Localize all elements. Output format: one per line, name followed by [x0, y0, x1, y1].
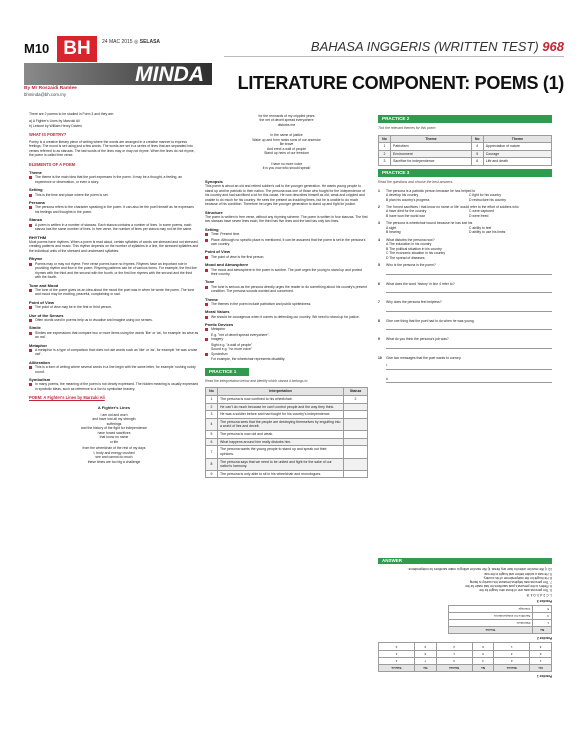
practice-1-table: No Interpretation Stanza 1 The persona is now confined to his wheelchair. 2 2 He can't do much because he can't control people and the way they think. 3 He was a soldier before and had fought for his country's independence. 4 The persona sees that the people are destroying themselves by engulfing into a world of lies and deceit. 5 The persona is now old and weak. 6 What happens around him really disturbs him. 7 The persona wants the young people to stand up and speak out their opinions. 8 The persona says that we need to be united and fight for the sake of our nation's harmony. 9 The persona is only able to sit in his wheelchair and monologues. [205, 387, 368, 478]
practice-2-instructions: Tick the relevant themes for this poem [378, 126, 436, 131]
stanza-cell[interactable] [344, 418, 368, 430]
answer-line-text: 7. The persona was helpless because his country is facing [469, 580, 552, 585]
answer-header: No [414, 664, 436, 671]
subject-title: BAHASA INGGERIS (WRITTEN TEST) 968 [310, 39, 564, 54]
question-8: 8 Give one thing that the poet had to do when he was young. [378, 319, 552, 330]
poem-stanza-1: I am old and worn and have lost all my strength sufferings and the history of the fight for independence have forced sacrifices that know no name or life [80, 412, 148, 444]
poem-stanza-3: In the name of justice Wake up and form ranks sons of our ancestor Be brave And erect a wall of people Stand up heirs of our freedom [252, 133, 321, 156]
table-row [379, 150, 552, 158]
answer-cell: 6 [472, 643, 494, 650]
table-row [448, 605, 551, 612]
answer-cell: 8 [414, 650, 436, 657]
author-email: bhminda@bh.com.my [24, 92, 66, 97]
practice-2-bar: PRACTICE 2 [378, 115, 552, 123]
answer-line-text: 10. i) We must be united to face any threat. ii) We must be willing to make sacrifices for independence. [407, 567, 552, 572]
answer-line[interactable] [386, 292, 552, 293]
answer-cell: 4 [379, 657, 415, 664]
interpretation-cell: What happens around him really disturbs him. [218, 438, 344, 446]
answer-cell: 1 [530, 657, 552, 664]
question-5: 5 Who is the persona in the poem? [378, 263, 552, 274]
intro-text: There are 2 poems to be studied in Form 3 and they are: [29, 112, 115, 116]
answer-cell: 3 [530, 643, 552, 650]
answer-cell: 4 [472, 657, 494, 664]
answer-cell: 2 [436, 643, 472, 650]
issue-date: 24 MAC 2015 ◎ SELASA [102, 39, 161, 45]
question-3: 3 The persona is wheelchair bound because he has lost his A sight C ability to feel B hearing D ability to use his limbs [378, 221, 506, 235]
row-number: 1 [206, 396, 218, 404]
answer-cell: 1 [533, 620, 552, 627]
answer-line-text: 5. The persona was one of those who fought for the [479, 588, 552, 593]
interpretation-cell: The persona says that we need to be united and fight for the sake of our nation's harmony. [218, 458, 344, 470]
answer-line[interactable] [386, 348, 552, 349]
stanza-cell[interactable]: 2 [344, 396, 368, 404]
poem-stanza-2-cont: for the remnants of my crippled years the net of deceit spread everywhere disturbs me [258, 114, 315, 127]
stanza-cell[interactable] [344, 411, 368, 419]
interpretation-cell: The persona is now old and weak. [218, 431, 344, 439]
answer-line[interactable] [386, 311, 552, 312]
table-row [379, 650, 552, 657]
theme-cell: Sacrifice for independence [391, 158, 472, 166]
table-row [448, 613, 551, 620]
section-name: MINDA [135, 63, 204, 86]
interpretation-cell: He was a soldier before and had fought for his country's independence. [218, 411, 344, 419]
row-number: 6 [471, 158, 483, 166]
table-row [379, 643, 552, 650]
page-header [24, 36, 564, 100]
answer-line-text: 1. C 2. A 3. D 4. B [526, 592, 552, 597]
answer-cell: Sacrifice for independence [448, 613, 533, 620]
answer-cell: 4 [379, 650, 415, 657]
header-rule [224, 56, 564, 57]
poem-title: A Fighter's Lines [97, 404, 131, 410]
answer-body: Practice 1 No Stanza No Stanza No Stanza 1 2 4 3 7 4 2 3 5 1 8 4 3 1 6 2 9 2 Practice 2 No Theme 1 Patriotism 3 Sacrifice for independence 5 Courage Practice 3 1. C 2. A 3. D 4. B 5. The persona was one of those who fought for the 6. Refers to the persona's past sacrifices he had made for the 7. The persona was helpless because his country is facing 8. He fought for the independence of his country. 9. He was a soldier before and fought in the war. 10. i) We must be united to face any threat. ii) We must be willing to make sacrifices for independence. [378, 566, 552, 680]
row-number: 2 [206, 403, 218, 411]
question-9: 9 What do you think the persona's job was? [378, 337, 552, 348]
answer-practice-2-table: No Theme 1 Patriotism 3 Sacrifice for independence 5 Courage [448, 605, 552, 634]
answer-cell: 2 [530, 650, 552, 657]
stanza-cell[interactable] [344, 431, 368, 439]
row-number: 2 [379, 150, 391, 158]
answer-header: No [530, 664, 552, 671]
heading-what-is-poetry: WHAT IS POETRY? [29, 132, 67, 138]
row-number: 1 [379, 143, 391, 151]
question-10: 10 Give two messages that the poet wants to convey. i. ii. [378, 356, 552, 383]
row-number: 4 [206, 418, 218, 430]
answer-cell: 1 [494, 643, 530, 650]
interpretation-cell: The persona wants the young people to stand up and speak out their opinions. [218, 446, 344, 458]
page-code: M10 [24, 41, 50, 56]
answer-header: Stanza [436, 664, 472, 671]
row-number: 6 [206, 438, 218, 446]
poem-stanza-4: I have no more voice It is you now who should speak! [262, 161, 311, 171]
answer-cell: 1 [436, 650, 472, 657]
question-2: 2 The 'forced sacrifices / that know no name or life' would refer to the effort of soldiers who A have died for the country C were captured B have won the world war D were freed [378, 204, 519, 218]
theme-cell: Environment [391, 150, 472, 158]
row-number: 3 [206, 411, 218, 419]
practice-1-bar: PRACTICE 1 [205, 368, 249, 376]
question-4: 4 What disturbs the persona now? A The education in his country B The political situation in his country C The economic situation in his country D The spread of diseases [378, 237, 446, 260]
stanza-cell[interactable] [344, 470, 368, 478]
answer-line[interactable] [386, 274, 552, 275]
answer-line-text: 9. He was a soldier before and fought in the war. [483, 571, 552, 576]
question-7: 7 Why does the persona feel helpless? [378, 300, 552, 311]
question-6: 6 What does the word 'history' in line 4 refer to? [378, 282, 552, 293]
table-row [379, 143, 552, 151]
table-row [206, 458, 368, 470]
author-byline: By Mr Roszaidi Ramlee [24, 86, 77, 91]
table-row [448, 620, 551, 627]
table-row [379, 657, 552, 664]
answer-cell: Patriotism [448, 620, 533, 627]
theme-cell: Courage [483, 150, 551, 158]
theme-cell: Appreciation of nature [483, 143, 551, 151]
answer-header: Stanza [494, 664, 530, 671]
answer-box [378, 558, 552, 680]
answer-cell: 3 [494, 650, 530, 657]
section-banner [24, 63, 212, 85]
column-2: for the remnants of my crippled years the net of deceit spread everywhere disturbs me In the name of justice Wake up and form ranks sons of our ancestor Be brave And erect a wall of people Stand up heirs of our freedom I have no more voice It is you now who should speak! Synopsis This poem is about an old and retired soldier's call to the younger generation. He wants young people to stand up and be patriotic to their nation. The persona was one of those who fought for the independence of his country and had sacrificed a lot for this cause. He now describes himself as old, weak and crippled and unable to do much for his country. He sees the present as troubling times, but he is unable to do much because of his condition. Therefore he urges the younger generation to stand up and fight for justice. Structure The poem is written in free verse, without any rhyming scheme. The poem is written in four stanzas. The first two stanzas have seven lines each, the third has five lines and the last has only two lines. Setting Time: Present time Place: Although no specific place is mentioned, it can be assumed that the poem is set in the persona's own country. Point of View The point of view is the first person. Mood and Atmosphere The mood and atmosphere in the poem is sombre. The poet urges the young to stand up and protect their country. Tone The tone is serious as the persona directly urges the reader to do something about his country's present condition. The persona sounds worried and concerned. Theme The themes in the poem include patriotism and public spiritedness. Moral Values We should be courageous when it comes to defending our country. We need to stand up for justice. Poetic Devices Metaphor E.g. "net of deceit spread everywhere". Imagery Sight e.g. "a wall of people" Sound e.g. "no more voice" Symbolism For example, the wheelchair represents disability. PRACTICE 1 Read the interpretation below and identify which stanza it belongs to. No Interpretation Stanza 1 The persona is now confined to his wheelchair. 2 2 He can't do much because he can't control people and the way they think. 3 He was a soldier before and had fought for his country's independence. 4 The persona sees that the people are destroying themselves by engulfing into a world of lies and deceit. 5 The persona is now old and weak. 6 What happens around him really disturbs him. 7 The persona wants the young people to stand up and speak out their opinions. 8 The persona says that we need to be united and fight for the sake of our nation's harmony. 9 The persona is only able to sit in his wheelchair and monologues. [205, 112, 368, 478]
table-row [206, 396, 368, 404]
answer-header: Stanza [379, 664, 415, 671]
stanza-cell[interactable] [344, 438, 368, 446]
stanza-cell[interactable] [344, 446, 368, 458]
table-row [379, 158, 552, 166]
interpretation-cell: The persona is now confined to his wheelchair. [218, 396, 344, 404]
stanza-cell[interactable] [344, 458, 368, 470]
poetry-text: Poetry is a creative literary piece of writing where the words are arranged in a creative manner to express feelings. The mood is set using just a few words. The words are set in a series of lines that are separated into verses referred to as stanzas. The last words of the lines may or may not rhyme. When the lines do not rhyme, the poem is called free verse. [29, 139, 195, 158]
practice-2-table: No Theme No Theme 1 Patriotism 4 Appreciation of nature 2 Environment 5 Courage 3 Sacrifice for independence 6 Life and death [378, 135, 552, 166]
row-number: 7 [206, 446, 218, 458]
table-row [206, 446, 368, 458]
row-number: 4 [471, 143, 483, 151]
page-title: LITERATURE COMPONENT: POEMS (1) [237, 73, 564, 93]
table-row [206, 403, 368, 411]
answer-line[interactable] [386, 329, 552, 330]
table-row [206, 470, 368, 478]
interpretation-cell: The persona is only able to sit in his wheelchair and monologues. [218, 470, 344, 478]
answer-cell: 3 [533, 613, 552, 620]
question-1: 1 The persona is a patriotic person because he has helped to A develop his country C fight for his country B plan his country's progress D restructure his country [378, 188, 506, 202]
answer-cell: 7 [414, 657, 436, 664]
row-number: 3 [379, 158, 391, 166]
answer-cell: 3 [436, 657, 472, 664]
table-row [206, 418, 368, 430]
column-3 [378, 112, 552, 390]
table-row [206, 438, 368, 446]
poem-stanza-2: from the wheelchair of the rest of my days I, body and energy crushed see and cannot do much these times are too big a challenge [82, 446, 146, 464]
answer-cell: 2 [494, 657, 530, 664]
row-number: 8 [206, 458, 218, 470]
row-number: 5 [206, 431, 218, 439]
practice-1-instructions: Read the interpretation below and identify which stanza it belongs to. [205, 378, 309, 383]
brand-logo: BH [57, 36, 97, 62]
answer-cell: 5 [472, 650, 494, 657]
answer-cell: 5 [533, 605, 552, 612]
column-1: There are 2 poems to be studied in Form 3 and they are: a) A Fighter's Lines by Marzuki Ali b) Leisure by William Henry Davies WHAT IS POETRY? Poetry is a creative literary piece of writing where the words are arranged in a creative manner to express feelings. The mood is set using just a few words. The words are set in a series of lines that are separated into verses referred to as stanzas. The last words of the lines may or may not rhyme. When the lines do not rhyme, the poem is called free verse. ELEMENTS OF A POEM Theme The theme is the main idea that the poet expresses in the poem. It may be a thought, a feeling, an experience or observation, or even a story. Setting This is the time and place where the poem is set. Persona The persona refers to the character speaking in the poem. It can also be the poet himself as he expresses his feelings and thoughts in the poem. Stanza A poem is written in a number of stanzas. Each stanza contains a number of lines. In some poems, each stanza has the same number of lines. In free verse, the number of lines per stanza may not be the same. RHYTHM Most poems have rhythms. When a poem is read aloud, certain syllables of words are stressed and not stressed, creating patterns and music. This rhythm depends on the number of syllables in a line, the stressed syllables and the individual units of the stressed and unstressed syllables. Rhyme Poems may or may not rhyme. Free verse poems have no rhymes. Rhymes have an important role in providing rhythm and flow in the poem. Rhyming patterns can be of various forms. For example, the first line rhymes with the third and the second with the fourth, or the first line rhymes with the second and the third with the fourth. Tone and Mood The tone of the poem gives us an idea about the mood the poet was in when he wrote the poem. The tone and mood may be exciting, peaceful, complaining or sad. Point of View The point of view may be in the first or third person. Use of the Senses Often words used in poems help us to visualise and imagine using our senses. Simile Similes are expressions that compare two or more items using the words 'like' or 'as', for example 'as wise as an owl'. Metaphor A metaphor is a type of comparison that does not use words such as 'like' or 'as', for example 'he was a wise owl'. Alliteration This is a form of writing where several words in a line begin with the same letter, for example 'rushing ruddy round'. Symbolism In many poems, the meaning of the poem is not clearly expressed. The hidden meaning is usually expressed in symbolic ideas, such as reference to a lion to symbolise bravery. POEM: A Fighter's Lines by Marzuki Ali A Fighter's Lines I am old and worn and have lost all my strength sufferings and the history of the fight for independence have forced sacrifices that know no name or life from the wheelchair of the rest of my days I, body and energy crushed see and cannot do much these times are too big a challenge [29, 112, 199, 464]
practice-3-instructions: Read the questions and choose the best answers. [378, 180, 454, 185]
interpretation-cell: The persona sees that the people are destroying themselves by engulfing into a world of lies and deceit. [218, 418, 344, 430]
row-number: 5 [471, 150, 483, 158]
heading-elements: ELEMENTS OF A POEM [29, 161, 76, 167]
answer-cell: 9 [414, 643, 436, 650]
answer-line-text: 6. Refers to the persona's past sacrifices he had made for the [465, 584, 552, 589]
answer-cell: Courage [448, 605, 533, 612]
poem-list: a) A Fighter's Lines by Marzuki Ali b) Leisure by William Henry Davies [29, 119, 82, 128]
table-row [206, 431, 368, 439]
interpretation-cell: He can't do much because he can't control people and the way they think. [218, 403, 344, 411]
answer-practice-3 [378, 567, 552, 597]
table-row [206, 411, 368, 419]
row-number: 9 [206, 470, 218, 478]
theme-cell: Life and death [483, 158, 551, 166]
theme-cell: Patriotism [391, 143, 472, 151]
answer-header: No [472, 664, 494, 671]
answer-line[interactable] [386, 369, 552, 370]
answer-line[interactable] [386, 382, 552, 383]
poem-heading: POEM: A Fighter's Lines by Marzuki Ali [29, 395, 105, 401]
synopsis-text: This poem is about an old and retired soldier's call to the younger generation. He wants young people to stand up and be patriotic to their nation. The persona was one of those who fought for the independence of his country and had sacrificed a lot for this cause. He now describes himself as old, weak and crippled and unable to do much for his country. He sees the present as troubling times, but he is unable to do much because of his condition. Therefore he urges the younger generation to stand up and fight for justice. [205, 184, 366, 207]
structure-text: The poem is written in free verse, without any rhyming scheme. The poem is written in four stanzas. The first two stanzas have seven lines each, the third has five lines and the last has only two lines. [205, 214, 368, 224]
answer-bar: ANSWER [378, 558, 552, 564]
answer-practice-1-table [378, 642, 552, 671]
practice-3-bar: PRACTICE 3 [378, 169, 552, 177]
answer-cell: 2 [379, 643, 415, 650]
answer-line-text: 8. He fought for the independence of his country. [483, 575, 552, 580]
stanza-cell[interactable] [344, 403, 368, 411]
